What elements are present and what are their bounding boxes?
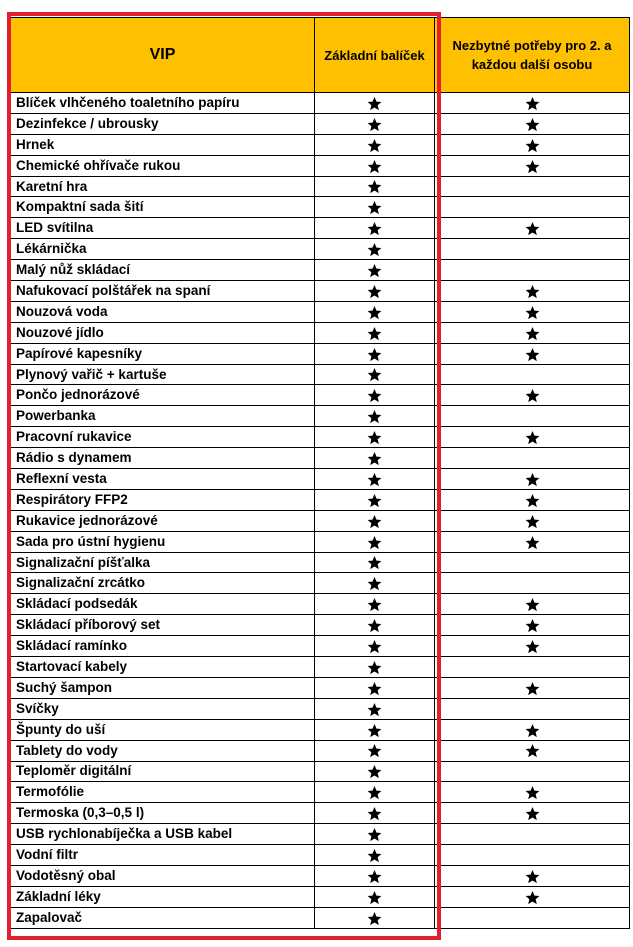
- extra-person-cell: [435, 343, 630, 364]
- table-row: [11, 698, 630, 719]
- item-name: LED svítilna: [11, 218, 315, 239]
- table-row: [11, 845, 630, 866]
- extra-person-cell: [435, 134, 630, 155]
- item-name: Dezinfekce / ubrousky: [11, 113, 315, 134]
- basic-package-cell: [315, 636, 435, 657]
- basic-package-cell: [315, 845, 435, 866]
- item-name: Vodní filtr: [11, 845, 315, 866]
- basic-package-cell: [315, 197, 435, 218]
- star-icon: [367, 179, 382, 194]
- extra-person-cell: [435, 824, 630, 845]
- table-row: [11, 824, 630, 845]
- basic-package-cell: [315, 427, 435, 448]
- star-icon: [367, 451, 382, 466]
- star-icon: [367, 138, 382, 153]
- table-row: [11, 865, 630, 886]
- table-row: [11, 406, 630, 427]
- star-icon: [525, 284, 540, 299]
- extra-person-cell: [435, 155, 630, 176]
- item-name: Blíček vlhčeného toaletního papíru: [11, 93, 315, 114]
- item-name: Signalizační zrcátko: [11, 573, 315, 594]
- extra-person-cell: [435, 657, 630, 678]
- table-row: [11, 448, 630, 469]
- item-name: Papírové kapesníky: [11, 343, 315, 364]
- star-icon: [525, 96, 540, 111]
- basic-package-cell: [315, 552, 435, 573]
- star-icon: [367, 242, 382, 257]
- basic-package-cell: [315, 281, 435, 302]
- item-name: Pončo jednorázové: [11, 385, 315, 406]
- extra-person-cell: [435, 845, 630, 866]
- item-name: Skládací podsedák: [11, 594, 315, 615]
- item-name: Malý nůž skládací: [11, 260, 315, 281]
- star-icon: [525, 493, 540, 508]
- star-icon: [525, 221, 540, 236]
- extra-person-cell: [435, 260, 630, 281]
- item-name: Lékárnička: [11, 239, 315, 260]
- extra-person-cell: [435, 197, 630, 218]
- star-icon: [525, 159, 540, 174]
- table-row: [11, 155, 630, 176]
- extra-person-cell: [435, 677, 630, 698]
- basic-package-cell: [315, 260, 435, 281]
- star-icon: [367, 576, 382, 591]
- item-name: Startovací kabely: [11, 657, 315, 678]
- table-body: [11, 93, 630, 929]
- basic-package-cell: [315, 134, 435, 155]
- basic-package-cell: [315, 385, 435, 406]
- item-name: Svíčky: [11, 698, 315, 719]
- basic-package-cell: [315, 907, 435, 928]
- star-icon: [367, 472, 382, 487]
- star-icon: [525, 869, 540, 884]
- table-row: [11, 740, 630, 761]
- star-icon: [367, 159, 382, 174]
- basic-package-cell: [315, 510, 435, 531]
- basic-package-cell: [315, 322, 435, 343]
- extra-person-cell: [435, 594, 630, 615]
- star-icon: [525, 305, 540, 320]
- star-icon: [367, 764, 382, 779]
- header-vip: VIP: [11, 18, 315, 93]
- item-name: Suchý šampon: [11, 677, 315, 698]
- item-name: Pracovní rukavice: [11, 427, 315, 448]
- item-name: Nouzové jídlo: [11, 322, 315, 343]
- star-icon: [367, 848, 382, 863]
- basic-package-cell: [315, 343, 435, 364]
- basic-package-cell: [315, 594, 435, 615]
- table-row: [11, 218, 630, 239]
- star-icon: [367, 430, 382, 445]
- basic-package-cell: [315, 740, 435, 761]
- extra-person-cell: [435, 615, 630, 636]
- extra-person-cell: [435, 281, 630, 302]
- star-icon: [367, 806, 382, 821]
- basic-package-cell: [315, 824, 435, 845]
- table-row: [11, 176, 630, 197]
- star-icon: [367, 388, 382, 403]
- basic-package-cell: [315, 364, 435, 385]
- item-name: Sada pro ústní hygienu: [11, 531, 315, 552]
- basic-package-cell: [315, 155, 435, 176]
- extra-person-cell: [435, 218, 630, 239]
- basic-package-cell: [315, 218, 435, 239]
- item-name: Teploměr digitální: [11, 761, 315, 782]
- star-icon: [525, 535, 540, 550]
- table-row: [11, 113, 630, 134]
- extra-person-cell: [435, 886, 630, 907]
- item-name: USB rychlonabíječka a USB kabel: [11, 824, 315, 845]
- extra-person-cell: [435, 761, 630, 782]
- extra-person-cell: [435, 636, 630, 657]
- table-row: [11, 343, 630, 364]
- table-row: [11, 615, 630, 636]
- table-row: [11, 531, 630, 552]
- star-icon: [367, 555, 382, 570]
- table-row: [11, 239, 630, 260]
- extra-person-cell: [435, 322, 630, 343]
- header-extra-person: Nezbytné potřeby pro 2. a každou další osobu: [435, 18, 630, 93]
- extra-person-cell: [435, 448, 630, 469]
- basic-package-cell: [315, 615, 435, 636]
- extra-person-cell: [435, 782, 630, 803]
- star-icon: [367, 660, 382, 675]
- table-row: [11, 93, 630, 114]
- extra-person-cell: [435, 865, 630, 886]
- star-icon: [367, 618, 382, 633]
- item-name: Respirátory FFP2: [11, 489, 315, 510]
- package-comparison-table: [10, 17, 630, 929]
- header-row: [11, 18, 630, 93]
- table-row: [11, 322, 630, 343]
- item-name: Nafukovací polštářek na spaní: [11, 281, 315, 302]
- basic-package-cell: [315, 782, 435, 803]
- basic-package-cell: [315, 573, 435, 594]
- star-icon: [367, 347, 382, 362]
- basic-package-cell: [315, 113, 435, 134]
- basic-package-cell: [315, 865, 435, 886]
- star-icon: [525, 890, 540, 905]
- table-row: [11, 719, 630, 740]
- table-row: [11, 761, 630, 782]
- basic-package-cell: [315, 698, 435, 719]
- item-name: Špunty do uší: [11, 719, 315, 740]
- extra-person-cell: [435, 301, 630, 322]
- star-icon: [525, 785, 540, 800]
- star-icon: [367, 367, 382, 382]
- item-name: Skládací ramínko: [11, 636, 315, 657]
- star-icon: [525, 806, 540, 821]
- star-icon: [367, 723, 382, 738]
- item-name: Powerbanka: [11, 406, 315, 427]
- table-row: [11, 469, 630, 490]
- star-icon: [367, 827, 382, 842]
- star-icon: [525, 472, 540, 487]
- basic-package-cell: [315, 176, 435, 197]
- table-row: [11, 782, 630, 803]
- table-row: [11, 197, 630, 218]
- star-icon: [525, 138, 540, 153]
- star-icon: [367, 493, 382, 508]
- star-icon: [367, 890, 382, 905]
- extra-person-cell: [435, 469, 630, 490]
- extra-person-cell: [435, 740, 630, 761]
- item-name: Plynový vařič + kartuše: [11, 364, 315, 385]
- star-icon: [525, 347, 540, 362]
- basic-package-cell: [315, 657, 435, 678]
- star-icon: [525, 743, 540, 758]
- item-name: Kompaktní sada šití: [11, 197, 315, 218]
- star-icon: [525, 388, 540, 403]
- basic-package-cell: [315, 448, 435, 469]
- star-icon: [367, 117, 382, 132]
- basic-package-cell: [315, 239, 435, 260]
- table-row: [11, 677, 630, 698]
- basic-package-cell: [315, 489, 435, 510]
- basic-package-cell: [315, 531, 435, 552]
- star-icon: [367, 263, 382, 278]
- table-row: [11, 594, 630, 615]
- table-row: [11, 803, 630, 824]
- star-icon: [525, 597, 540, 612]
- extra-person-cell: [435, 406, 630, 427]
- extra-person-cell: [435, 510, 630, 531]
- item-name: Rádio s dynamem: [11, 448, 315, 469]
- table-row: [11, 260, 630, 281]
- extra-person-cell: [435, 531, 630, 552]
- star-icon: [367, 681, 382, 696]
- star-icon: [367, 639, 382, 654]
- star-icon: [367, 514, 382, 529]
- star-icon: [525, 639, 540, 654]
- table-row: [11, 427, 630, 448]
- table-row: [11, 552, 630, 573]
- item-name: Reflexní vesta: [11, 469, 315, 490]
- table-row: [11, 134, 630, 155]
- star-icon: [367, 200, 382, 215]
- table-row: [11, 907, 630, 928]
- basic-package-cell: [315, 93, 435, 114]
- star-icon: [525, 681, 540, 696]
- table-row: [11, 510, 630, 531]
- item-name: Chemické ohřívače rukou: [11, 155, 315, 176]
- star-icon: [525, 430, 540, 445]
- basic-package-cell: [315, 469, 435, 490]
- star-icon: [367, 869, 382, 884]
- table-row: [11, 385, 630, 406]
- table-row: [11, 886, 630, 907]
- star-icon: [367, 221, 382, 236]
- star-icon: [525, 618, 540, 633]
- star-icon: [525, 326, 540, 341]
- extra-person-cell: [435, 385, 630, 406]
- table-row: [11, 636, 630, 657]
- table-row: [11, 301, 630, 322]
- star-icon: [367, 409, 382, 424]
- header-basic-package: Základní balíček: [315, 18, 435, 93]
- extra-person-cell: [435, 907, 630, 928]
- star-icon: [367, 326, 382, 341]
- item-name: Karetní hra: [11, 176, 315, 197]
- item-name: Tablety do vody: [11, 740, 315, 761]
- item-name: Vodotěsný obal: [11, 865, 315, 886]
- star-icon: [525, 514, 540, 529]
- item-name: Termofólie: [11, 782, 315, 803]
- extra-person-cell: [435, 719, 630, 740]
- extra-person-cell: [435, 113, 630, 134]
- item-name: Zapalovač: [11, 907, 315, 928]
- item-name: Nouzová voda: [11, 301, 315, 322]
- star-icon: [367, 96, 382, 111]
- basic-package-cell: [315, 803, 435, 824]
- basic-package-cell: [315, 406, 435, 427]
- star-icon: [367, 305, 382, 320]
- basic-package-cell: [315, 761, 435, 782]
- star-icon: [367, 785, 382, 800]
- basic-package-cell: [315, 719, 435, 740]
- table-row: [11, 281, 630, 302]
- extra-person-cell: [435, 698, 630, 719]
- star-icon: [367, 911, 382, 926]
- star-icon: [367, 702, 382, 717]
- table-row: [11, 573, 630, 594]
- item-name: Základní léky: [11, 886, 315, 907]
- extra-person-cell: [435, 427, 630, 448]
- table-row: [11, 364, 630, 385]
- extra-person-cell: [435, 239, 630, 260]
- star-icon: [367, 535, 382, 550]
- table-row: [11, 489, 630, 510]
- item-name: Termoska (0,3–0,5 l): [11, 803, 315, 824]
- extra-person-cell: [435, 489, 630, 510]
- basic-package-cell: [315, 677, 435, 698]
- basic-package-cell: [315, 301, 435, 322]
- basic-package-cell: [315, 886, 435, 907]
- star-icon: [367, 743, 382, 758]
- extra-person-cell: [435, 573, 630, 594]
- item-name: Signalizační píšťalka: [11, 552, 315, 573]
- star-icon: [367, 597, 382, 612]
- item-name: Hrnek: [11, 134, 315, 155]
- extra-person-cell: [435, 176, 630, 197]
- extra-person-cell: [435, 364, 630, 385]
- extra-person-cell: [435, 93, 630, 114]
- star-icon: [525, 117, 540, 132]
- item-name: Rukavice jednorázové: [11, 510, 315, 531]
- extra-person-cell: [435, 803, 630, 824]
- extra-person-cell: [435, 552, 630, 573]
- table-row: [11, 657, 630, 678]
- star-icon: [525, 723, 540, 738]
- star-icon: [367, 284, 382, 299]
- item-name: Skládací příborový set: [11, 615, 315, 636]
